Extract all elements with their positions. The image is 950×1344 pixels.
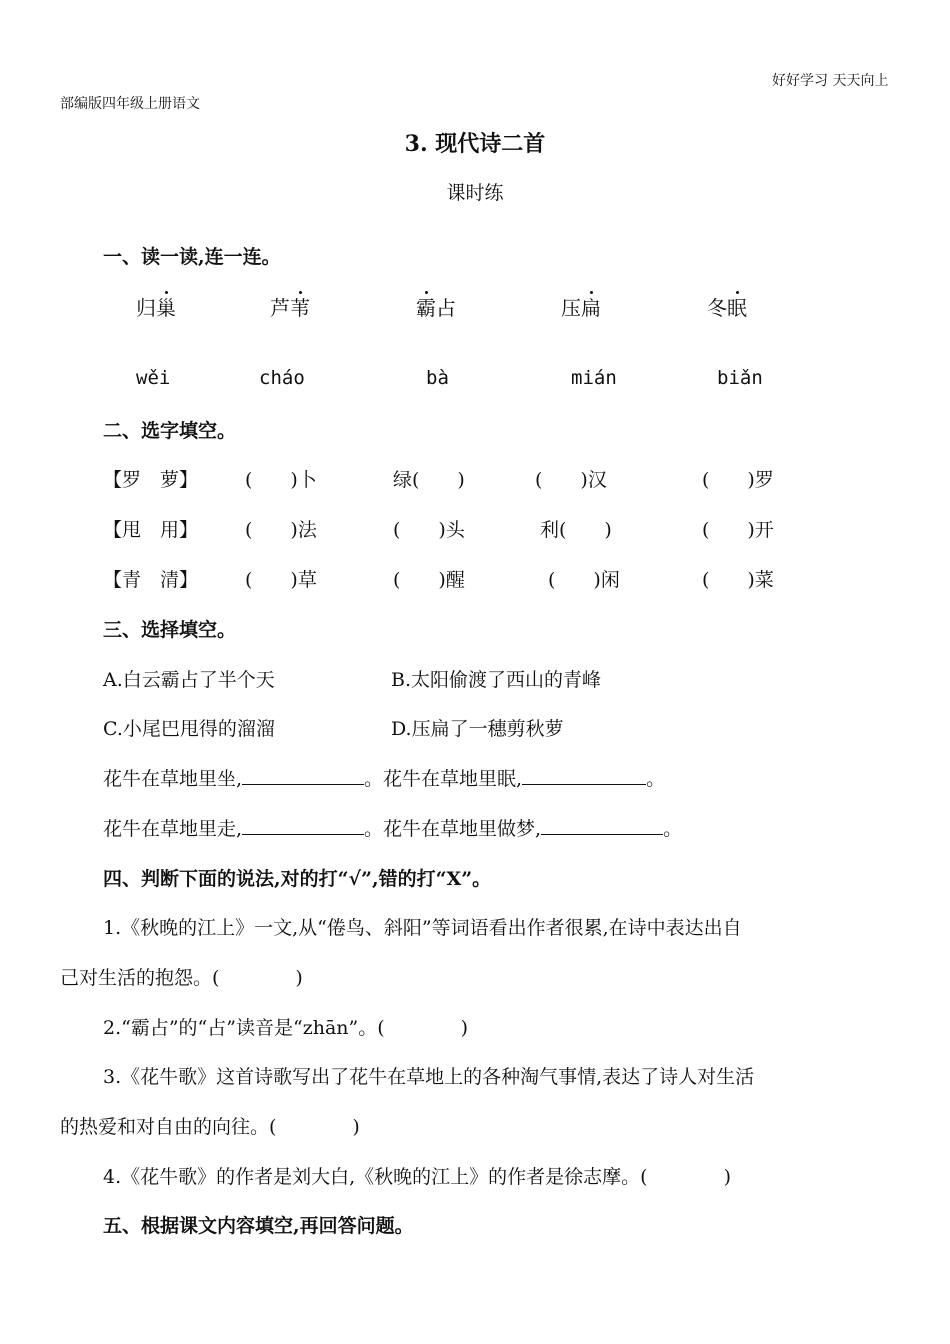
option-b: B.太阳偷渡了西山的青峰 <box>391 669 602 691</box>
fill-blank[interactable]: 绿( ) <box>393 469 465 491</box>
judge-item-3-cont[interactable]: 的热爱和对自由的向往。( ) <box>60 1116 360 1138</box>
word-char: 芦 <box>270 296 290 320</box>
option-d: D.压扁了一穗剪秋萝 <box>391 718 564 740</box>
pinyin-chao: cháo <box>259 367 305 389</box>
fill-blank[interactable]: ( )醒 <box>393 569 465 591</box>
answer-blank[interactable] <box>541 816 663 835</box>
dotted-char: 苇 <box>290 296 310 320</box>
answer-blank[interactable] <box>242 766 364 785</box>
word-bazhan <box>416 292 456 321</box>
header-book: 部编版四年级上册语文 <box>60 96 200 112</box>
pinyin-mian: mián <box>571 367 617 389</box>
header-motto: 好好学习 天天向上 <box>772 73 889 89</box>
pinyin-wei: wěi <box>136 367 171 389</box>
fill-blank[interactable]: ( )法 <box>245 519 317 541</box>
page-subtitle: 课时练 <box>446 182 504 204</box>
judge-item-1: 1.《秋晚的江上》一文,从“倦鸟、斜阳”等词语看出作者很累,在诗中表达出自 <box>103 917 742 939</box>
judge-item-2[interactable]: 2.“霸占”的“占”读音是“zhān”。( ) <box>103 1017 469 1039</box>
word-char: 压 <box>561 296 581 320</box>
section-1-heading: 一、读一读,连一连。 <box>103 246 281 268</box>
word-guichao <box>136 292 176 321</box>
fill-blank[interactable]: ( )闲 <box>548 569 620 591</box>
word-char: 占 <box>436 296 456 320</box>
section-3-heading: 三、选择填空。 <box>103 619 237 641</box>
word-char: 冬 <box>707 296 727 320</box>
char-group-shuai: 【甩 用】 <box>103 519 199 541</box>
pinyin-ba: bà <box>426 367 449 389</box>
char-group-luo: 【罗 萝】 <box>103 469 199 491</box>
option-a: A.白云霸占了半个天 <box>103 669 275 691</box>
fill-blank[interactable]: 利( ) <box>540 519 612 541</box>
word-luwei <box>270 292 310 321</box>
judge-item-4[interactable]: 4.《花牛歌》的作者是刘大白,《秋晚的江上》的作者是徐志摩。( ) <box>103 1166 731 1188</box>
pinyin-bian: biǎn <box>717 367 763 389</box>
dotted-char: 巢 <box>156 296 176 320</box>
section-5-heading: 五、根据课文内容填空,再回答问题。 <box>103 1215 414 1237</box>
section-4-heading: 四、判断下面的说法,对的打“√”,错的打“X”。 <box>103 868 492 890</box>
fill-blank[interactable]: ( )卜 <box>245 469 317 491</box>
page-title: 3. 现代诗二首 <box>404 131 546 157</box>
judge-item-1-cont[interactable]: 己对生活的抱怨。( ) <box>60 967 303 989</box>
fill-blank[interactable]: ( )菜 <box>702 569 774 591</box>
answer-blank[interactable] <box>242 816 364 835</box>
dotted-char: 扁 <box>581 296 601 320</box>
word-yabian <box>561 292 601 321</box>
judge-item-3: 3.《花牛歌》这首诗歌写出了花牛在草地上的各种淘气事情,表达了诗人对生活 <box>103 1066 755 1088</box>
option-c: C.小尾巴甩得的溜溜 <box>103 718 275 740</box>
section-2-heading: 二、选字填空。 <box>103 420 237 442</box>
dotted-char: 眠 <box>727 296 747 320</box>
answer-blank[interactable] <box>522 766 646 785</box>
fill-line-2: 花牛在草地里走, 。花牛在草地里做梦, 。 <box>103 818 683 840</box>
fill-blank[interactable]: ( )罗 <box>702 469 774 491</box>
char-group-qing: 【青 清】 <box>103 569 199 591</box>
dotted-char: 霸 <box>416 296 436 320</box>
word-dongmian <box>707 292 747 321</box>
fill-blank[interactable]: ( )草 <box>245 569 317 591</box>
fill-line-1: 花牛在草地里坐, 。花牛在草地里眠, 。 <box>103 768 666 790</box>
word-char: 归 <box>136 296 156 320</box>
fill-blank[interactable]: ( )汉 <box>535 469 607 491</box>
fill-blank[interactable]: ( )开 <box>702 519 774 541</box>
fill-blank[interactable]: ( )头 <box>393 519 465 541</box>
